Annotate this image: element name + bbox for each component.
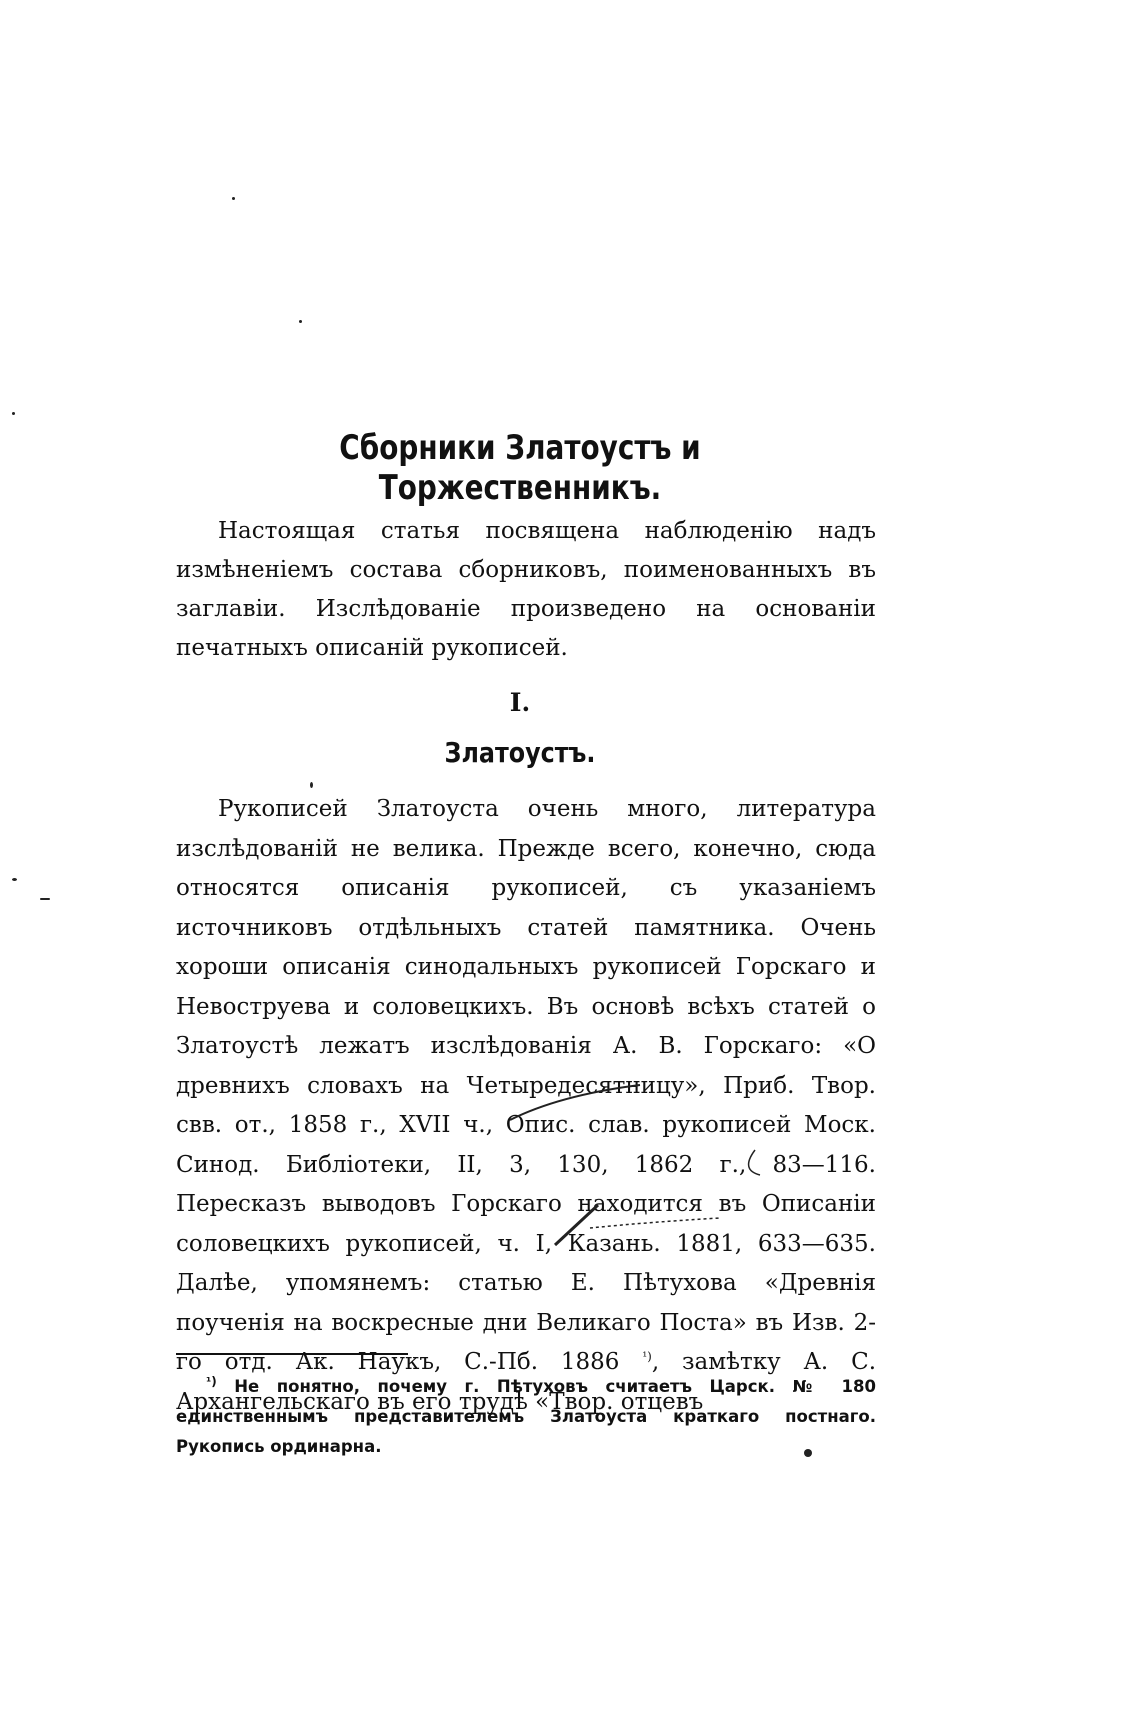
- footnote-reference: ¹): [642, 1349, 652, 1364]
- scan-speck: [40, 898, 50, 900]
- page-title: Сборники Златоустъ и Торжественникъ.: [339, 428, 701, 508]
- intro-paragraph: Настоящая статья посвящена наблюденію надъ измѣненіемъ состава сборниковъ, поименованныхъ въ заглавіи. Изслѣдованіе произведено на основаніи печатныхъ описаній рукописей.: [176, 518, 876, 661]
- footnote-text: Не понятно, почему г. Пѣтуховъ считаетъ Царск. № 180 единственнымъ представителемъ Златоуста краткаго постнаго. Рукопись ординарна.: [176, 1377, 876, 1456]
- section-heading: Златоустъ.: [444, 736, 596, 769]
- scan-speck: [12, 412, 15, 415]
- scan-speck: [232, 197, 235, 200]
- scan-speck: [299, 320, 302, 323]
- section-number: I.: [509, 688, 531, 717]
- footnote-marker: ¹): [206, 1374, 217, 1389]
- scan-speck: [12, 878, 17, 881]
- body-text-tail: , замѣтку А. С. Архангельскаго въ его трудѣ «Твор. отцевъ: [176, 1349, 877, 1415]
- body-paragraph: [176, 790, 876, 1422]
- footnote: [176, 1372, 876, 1462]
- body-text: Рукописей Златоуста очень много, литература изслѣдованій не велика. Прежде всего, конечно, сюда относятся описанія рукописей, съ указаніемъ источниковъ отдѣльныхъ статей памятника. Очень хороши описанія синодальныхъ рукописей Горскаго и Невоструева и соловецкихъ. Въ основѣ всѣхъ статей о Златоустѣ лежатъ изслѣдованія А. В. Горскаго: «О древнихъ словахъ на Четыредесятницу», Приб. Твор. свв. от., 1858 г., XVII ч., Опис. слав. рукописей Моск. Синод. Библіотеки, II, 3, 130, 1862 г., 83—116. Пересказъ выводовъ Горскаго находится въ Описаніи соловецкихъ рукописей, ч. I, Казань. 1881, 633—635. Далѣе, упомянемъ: статью Е. Пѣтухова «Древнія поученія на воскресные дни Великаго Поста» въ Изв. 2-го отд. Ак. Наукъ, С.-Пб. 1886: [176, 796, 876, 1375]
- scan-speck: [310, 782, 313, 788]
- scan-speck: [804, 1449, 812, 1457]
- footnote-divider: [176, 1353, 408, 1355]
